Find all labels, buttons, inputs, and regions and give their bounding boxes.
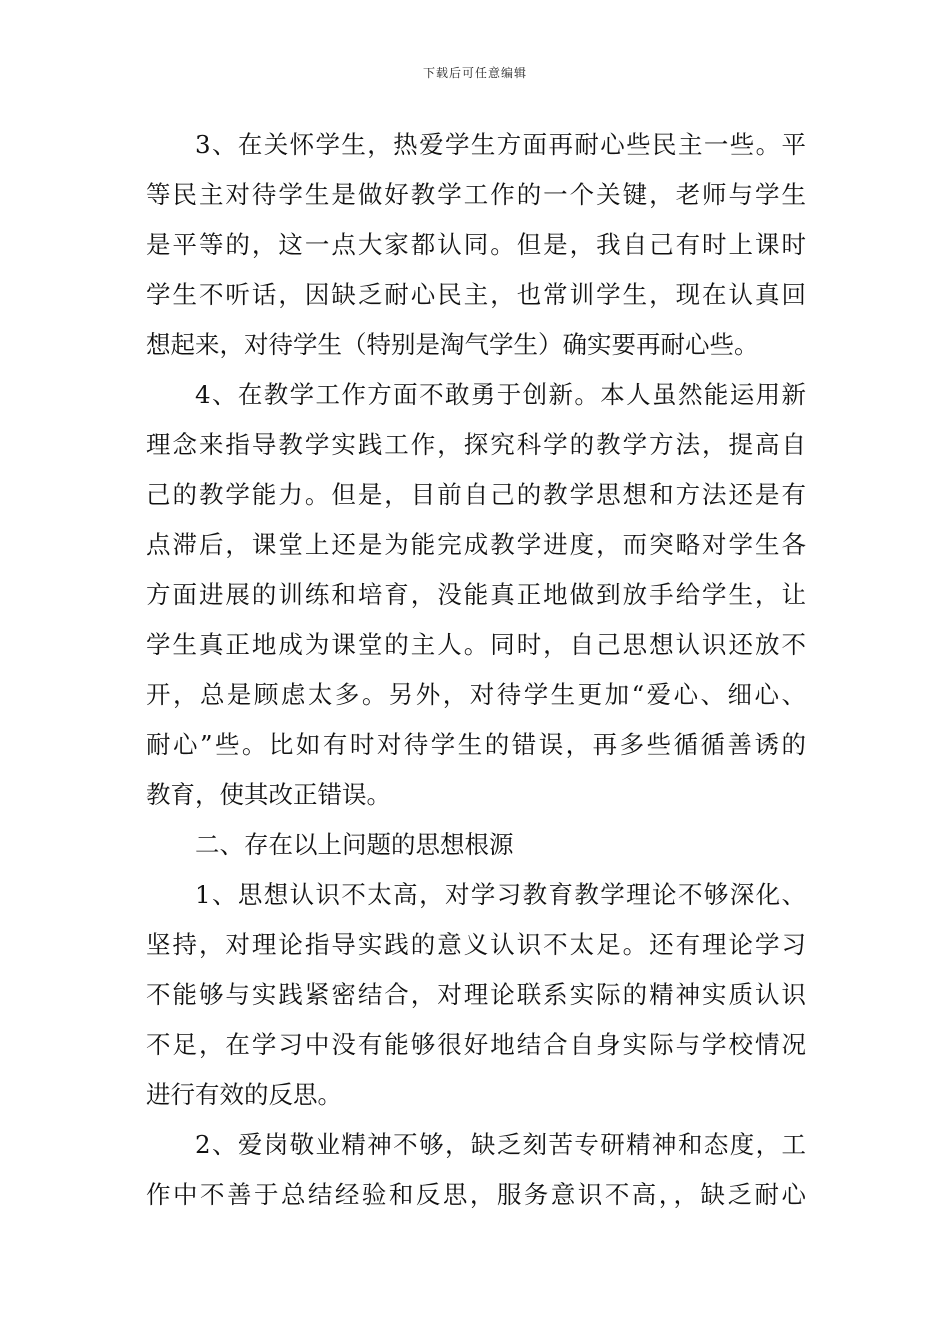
text-line: 想起来，对待学生（特别是淘气学生）确实要再耐心些。 [146, 330, 759, 359]
paragraph-4 [146, 1120, 806, 1220]
text-line: 方面进展的训练和培育，没能真正地做到放手给学生，让 [146, 580, 806, 609]
text-line: 4、在教学工作方面不敢勇于创新。本人虽然能运用新 [195, 380, 806, 409]
section-heading [146, 820, 806, 870]
page-header: 下载后可任意编辑 [422, 66, 527, 80]
text-line: 进行有效的反思。 [146, 1080, 342, 1109]
paragraph-2 [146, 370, 806, 820]
text-line: 不足，在学习中没有能够很好地结合自身实际与学校情况 [146, 1030, 806, 1059]
text-line: 2、爱岗敬业精神不够，缺乏刻苦专研精神和态度，工 [195, 1130, 806, 1159]
text-line: 坚持，对理论指导实践的意义认识不太足。还有理论学习 [146, 930, 806, 959]
heading-line: 二、存在以上问题的思想根源 [195, 830, 514, 859]
text-line: 学生真正地成为课堂的主人。同时，自己思想认识还放不 [146, 630, 806, 659]
text-line: 是平等的，这一点大家都认同。但是，我自己有时上课时 [146, 230, 806, 259]
text-line: 开，总是顾虑太多。另外，对待学生更加“爱心、细心、 [146, 680, 806, 709]
paragraph-1 [146, 120, 806, 370]
document-body [146, 120, 806, 1220]
text-line: 等民主对待学生是做好教学工作的一个关键，老师与学生 [146, 180, 806, 209]
text-line: 耐心”些。比如有时对待学生的错误，再多些循循善诱的 [146, 730, 806, 759]
text-line: 点滞后，课堂上还是为能完成教学进度，而突略对学生各 [146, 530, 806, 559]
text-line: 3、在关怀学生，热爱学生方面再耐心些民主一些。平 [195, 130, 806, 159]
text-line: 理念来指导教学实践工作，探究科学的教学方法，提高自 [146, 430, 806, 459]
paragraph-3 [146, 870, 806, 1120]
text-line: 不能够与实践紧密结合，对理论联系实际的精神实质认识 [146, 980, 806, 1009]
text-line: 学生不听话，因缺乏耐心民主，也常训学生，现在认真回 [146, 280, 806, 309]
text-line: 作中不善于总结经验和反思，服务意识不高，，缺乏耐心 [146, 1180, 806, 1209]
text-line: 教育，使其改正错误。 [146, 780, 391, 809]
text-line: 1、思想认识不太高，对学习教育教学理论不够深化、 [195, 880, 806, 909]
text-line: 己的教学能力。但是，目前自己的教学思想和方法还是有 [146, 480, 806, 509]
